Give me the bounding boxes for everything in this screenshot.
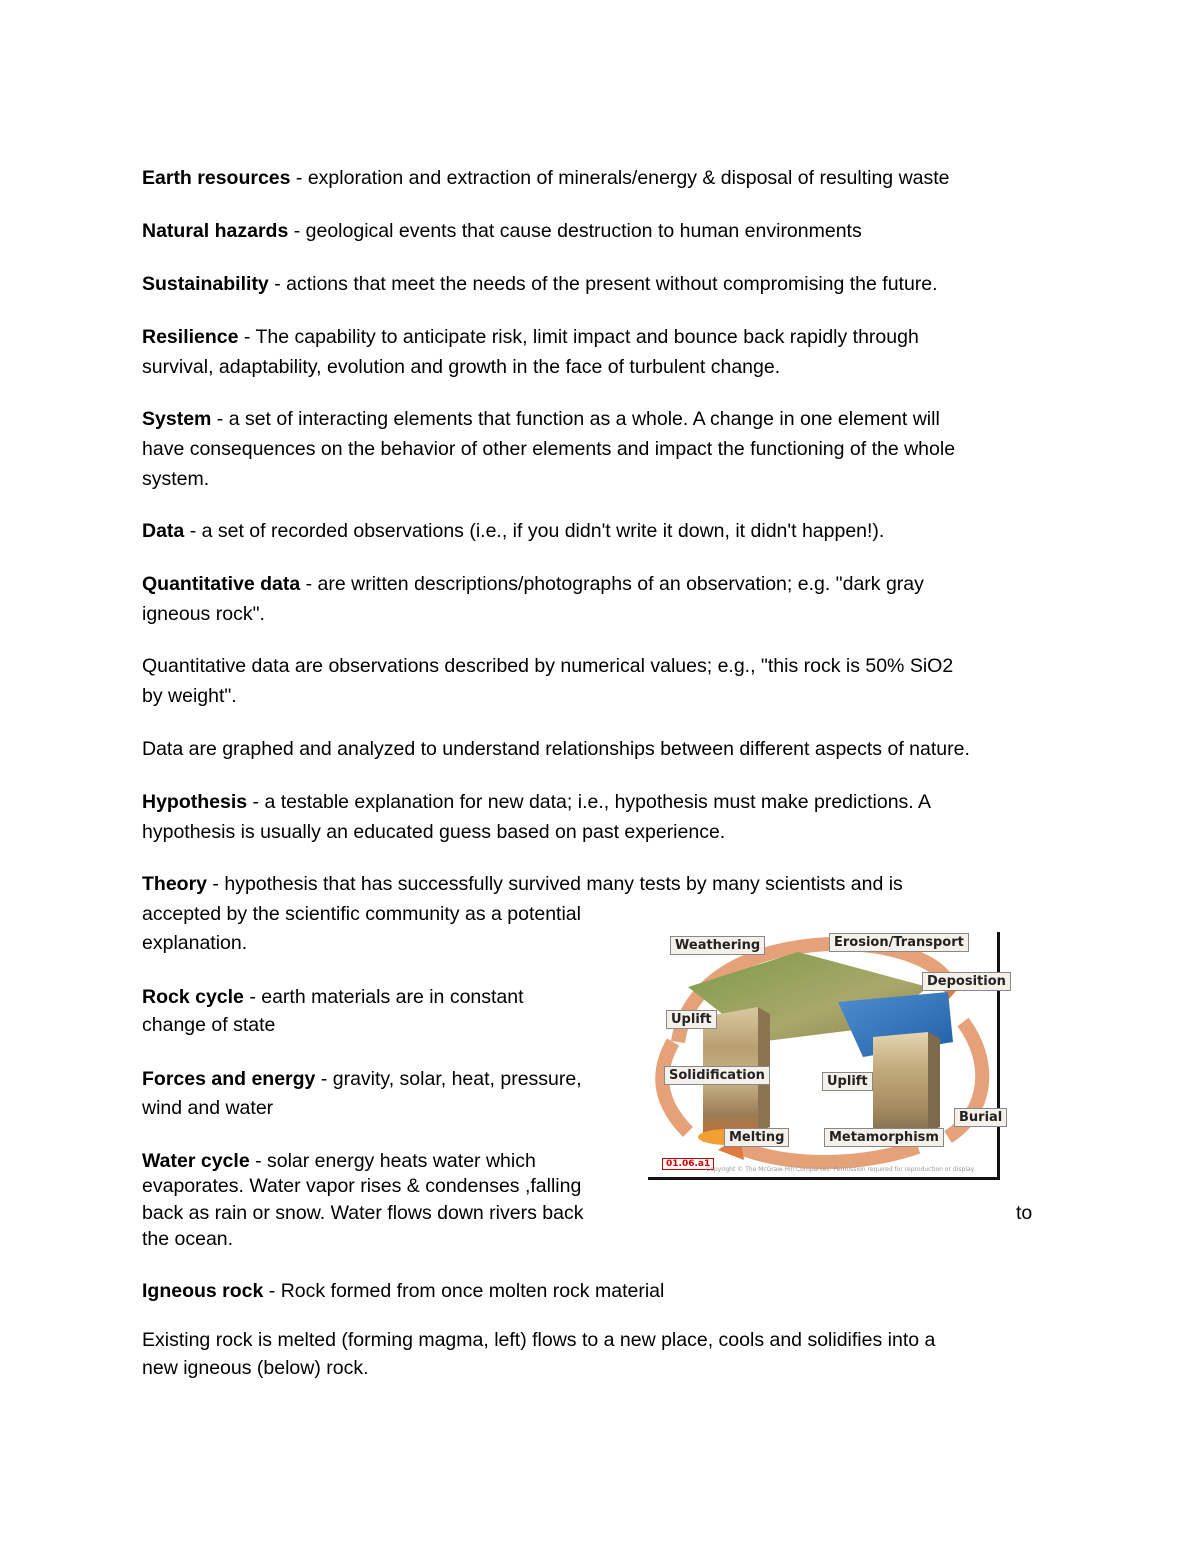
term: Data [142,520,185,542]
def-water-cycle-line3-tail: to [1016,1202,1033,1224]
def-rock-cycle [142,982,524,1012]
term: Earth resources [142,167,291,189]
def-resilience-line2: survival, adaptability, evolution and growth in the face of turbulent change. [142,356,781,378]
def-quantitative-data [142,569,924,599]
def-earth-resources [142,163,950,193]
def-forces-energy-line2: wind and water [142,1097,274,1119]
term: Theory [142,873,208,895]
label-burial: Burial [954,1108,1007,1127]
definition: - gravity, solar, heat, pressure, [315,1068,582,1090]
definition: - The capability to anticipate risk, limit impact and bounce back rapidly through [238,326,919,348]
def-igneous-rock [142,1276,664,1306]
existing-rock-paragraph: Existing rock is melted (forming magma, left) flows to a new place, cools and solidifies into a [142,1329,936,1351]
def-sustainability [142,269,938,299]
term: Sustainability [142,273,269,295]
definition: - are written descriptions/photographs of an observation; e.g. "dark gray [300,573,924,595]
def-resilience [142,322,919,352]
def-quantitative-data-line2: igneous rock". [142,603,265,625]
definition: - exploration and extraction of minerals/energy & disposal of resulting waste [290,167,950,189]
def-rock-cycle-line2: change of state [142,1014,276,1036]
figure-id: 01.06.a1 [662,1158,714,1170]
term: Hypothesis [142,791,248,813]
def-water-cycle-line4: the ocean. [142,1228,234,1250]
def-forces-energy [142,1064,582,1094]
def-water-cycle-line2: evaporates. Water vapor rises & condenses ,falling [142,1175,582,1197]
term: Natural hazards [142,220,289,242]
term: System [142,408,212,430]
rock-cycle-figure [648,932,1006,1180]
def-theory-line3: explanation. [142,932,248,954]
def-data [142,516,884,546]
term: Forces and energy [142,1068,316,1090]
term: Igneous rock [142,1280,264,1302]
existing-rock-paragraph-line2: new igneous (below) rock. [142,1357,369,1379]
definition: - a testable explanation for new data; i.e., hypothesis must make predictions. A [247,791,932,813]
figure-copyright: Copyright © The McGraw-Hill Companies. Permission required for reproduction or display. [706,1166,976,1173]
label-uplift-left: Uplift [666,1010,717,1029]
def-natural-hazards [142,216,862,246]
def-theory [142,869,903,899]
term: Resilience [142,326,239,348]
definition: - actions that meet the needs of the present without compromising the future. [268,273,938,295]
cycle-arrow-bottom [738,1147,918,1162]
def-hypothesis [142,787,931,817]
label-deposition: Deposition [922,972,1011,991]
cycle-arrow-left [662,1042,688,1132]
term: Water cycle [142,1150,250,1172]
label-weathering: Weathering [670,936,765,955]
label-uplift-right: Uplift [822,1072,873,1091]
definition: - earth materials are in constant [243,986,524,1008]
term: Rock cycle [142,986,244,1008]
term: Quantitative data [142,573,301,595]
def-system [142,404,940,434]
label-solidification: Solidification [664,1066,770,1085]
label-erosion-transport: Erosion/Transport [829,933,969,952]
definition: - a set of recorded observations (i.e., if you didn't write it down, it didn't happen!). [184,520,885,542]
definition: - geological events that cause destruction to human environments [288,220,862,242]
quantitative-paragraph-line2: by weight". [142,685,237,707]
def-hypothesis-line2: hypothesis is usually an educated guess based on past experience. [142,821,726,843]
rock-column-right-side [928,1032,940,1132]
definition: - hypothesis that has successfully survived many tests by many scientists and is [207,873,903,895]
def-water-cycle-line3: back as rain or snow. Water flows down rivers back [142,1202,584,1224]
definition: - a set of interacting elements that function as a whole. A change in one element will [211,408,940,430]
def-water-cycle [142,1146,536,1176]
quantitative-paragraph: Quantitative data are observations described by numerical values; e.g., "this rock is 50% SiO2 [142,655,954,677]
def-theory-line2: accepted by the scientific community as a potential [142,903,581,925]
label-metamorphism: Metamorphism [824,1128,944,1147]
definition: - solar energy heats water which [249,1150,536,1172]
definition: - Rock formed from once molten rock material [263,1280,665,1302]
data-graphed-paragraph: Data are graphed and analyzed to understand relationships between different aspects of nature. [142,738,970,760]
label-melting: Melting [724,1128,789,1147]
def-system-line3: system. [142,468,210,490]
def-system-line2: have consequences on the behavior of other elements and impact the functioning of the whole [142,438,956,460]
rock-column-right [873,1032,928,1137]
